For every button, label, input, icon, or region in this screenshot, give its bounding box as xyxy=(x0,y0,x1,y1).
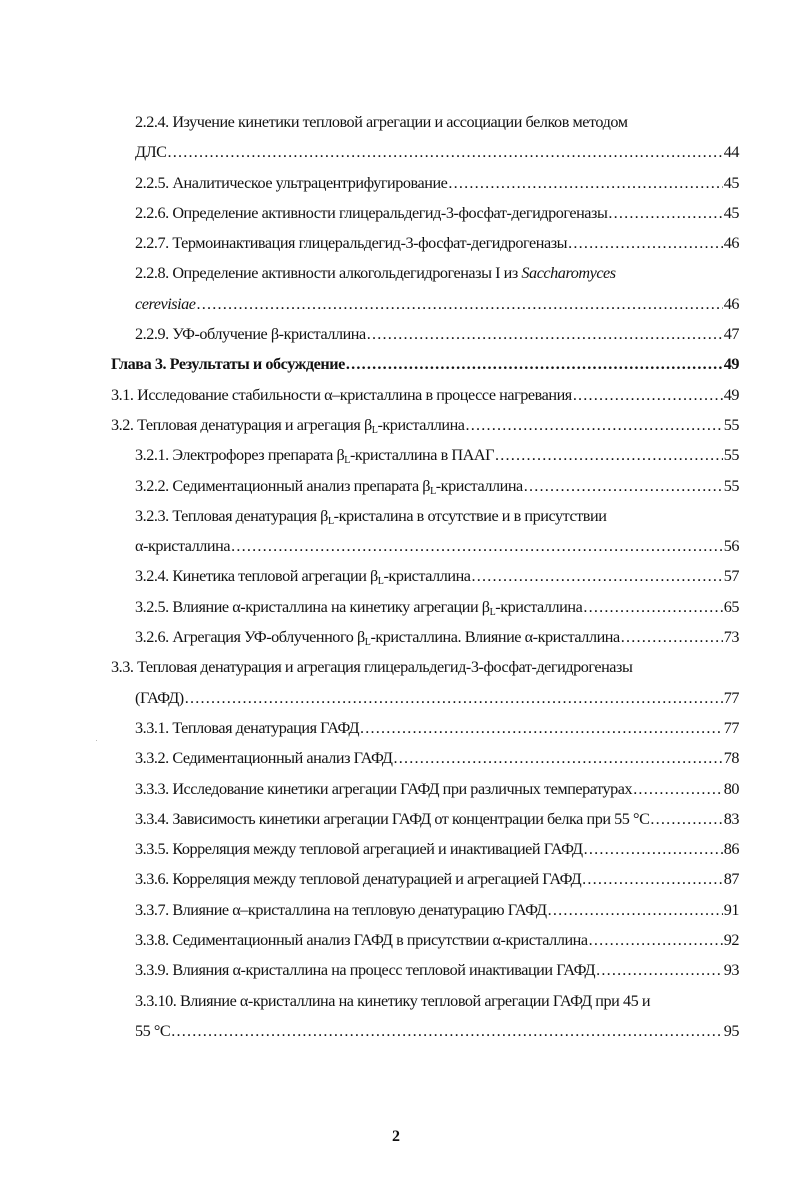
toc-entry-2-2-8: cerevisiae ..... 46 xyxy=(111,289,739,319)
page-number: 44 xyxy=(723,143,739,162)
leader-dots xyxy=(621,622,723,652)
toc-entry-3-3: (ГАФД) ..... 77 xyxy=(111,683,739,713)
toc-entry-3-3-6: 3.3.6. Корреляция между тепловой денатурацией и агрегацией ГАФД ..... 87 xyxy=(111,864,739,894)
leader-dots xyxy=(573,380,723,410)
leader-dots xyxy=(394,743,723,773)
page-number: 80 xyxy=(723,779,739,798)
leader-dots xyxy=(568,228,723,258)
page-number: 45 xyxy=(723,203,739,222)
page-number: 65 xyxy=(723,597,739,616)
toc-entry-3-3-4: 3.3.4. Зависимость кинетики агрегации ГАФД от концентрации белка при 55 °С ..... 83 xyxy=(111,804,739,834)
toc-entry-2-2-9: 2.2.9. УФ-облучение β-кристаллина ..... 47 xyxy=(111,319,739,349)
toc-entry-3-2-3-title: 3.2.3. Тепловая денатурация $\beta_L$-кристалина в отсутствие и в присутствии xyxy=(135,506,607,527)
toc-entry-2-2-7: 2.2.7. Термоинактивация глицеральдегид-3-фосфат-дегидрогеназы ..... 46 xyxy=(111,228,739,258)
toc-entry-3-3-9: 3.3.9. Влияния α-кристаллина на процесс тепловой инактивации ГАФД ..... 93 xyxy=(111,955,739,985)
toc-entry-3-3-3: 3.3.3. Исследование кинетики агрегации ГАФД при различных температурах ..... 80 xyxy=(111,774,739,804)
toc-entry-3-3-8: 3.3.8. Седиментационный анализ ГАФД в присутствии α-кристаллина ..... 92 xyxy=(111,925,739,955)
page-number: 92 xyxy=(723,931,739,950)
leader-dots xyxy=(448,168,722,198)
leader-dots xyxy=(589,925,723,955)
leader-dots xyxy=(231,531,723,561)
leader-dots xyxy=(197,289,723,319)
leader-dots xyxy=(524,471,723,501)
table-of-contents xyxy=(111,107,739,1046)
leader-dots xyxy=(472,561,723,591)
toc-entry-3-2-4: 3.2.4. Кинетика тепловой агрегации $\beta_L$-кристаллина ..... 57 xyxy=(111,561,739,591)
toc-entry-3-2-2: 3.2.2. Седиментационный анализ препарата $\beta_L$-кристаллина ..... 55 xyxy=(111,471,739,501)
leader-dots xyxy=(582,864,723,894)
leader-dots xyxy=(171,1016,722,1046)
leader-dots xyxy=(495,440,723,470)
toc-entry-3-2: 3.2. Тепловая денатурация и агрегация $\beta_L$-кристаллина ..... 55 xyxy=(111,410,739,440)
leader-dots xyxy=(583,592,722,622)
toc-entry-3-2-5: 3.2.5. Влияние α-кристаллина на кинетику агрегации $\beta_L$-кристаллина ..... 65 xyxy=(111,592,739,622)
page-number-footer: 2 xyxy=(392,1128,400,1145)
leader-dots xyxy=(360,713,723,743)
leader-dots xyxy=(167,137,722,167)
toc-entry-3-2-3: α-кристаллина ..... 56 xyxy=(111,531,739,561)
scan-speck xyxy=(96,740,97,741)
leader-dots xyxy=(367,319,723,349)
page-number: 46 xyxy=(723,294,739,313)
page-number: 91 xyxy=(723,900,739,919)
toc-entry-3-3-10-title: 3.3.10. Влияние α-кристаллина на кинетику тепловой агрегации ГАФД при 45 и xyxy=(135,991,651,1010)
leader-dots xyxy=(633,774,723,804)
leader-dots xyxy=(596,955,723,985)
page-number: 77 xyxy=(723,718,739,737)
page-number: 46 xyxy=(723,234,739,253)
toc-entry-2-2-8-title: 2.2.8. Определение активности алкогольдегидрогеназы I из Saccharomyces xyxy=(135,264,616,283)
leader-dots xyxy=(584,834,723,864)
page-number: 57 xyxy=(723,567,739,586)
toc-entry-3-3-1: 3.3.1. Тепловая денатурация ГАФД ..... 77 xyxy=(111,713,739,743)
page-number: 49 xyxy=(723,385,739,404)
page-number: 86 xyxy=(723,840,739,859)
page-number: 55 xyxy=(723,446,739,465)
toc-entry-2-2-4-title: 2.2.4. Изучение кинетики тепловой агрегации и ассоциации белков методом xyxy=(135,113,628,131)
page-number: 45 xyxy=(723,173,739,192)
toc-entry-3-3-5: 3.3.5. Корреляция между тепловой агрегацией и инактивацией ГАФД ..... 86 xyxy=(111,834,739,864)
toc-entry-2-2-6: 2.2.6. Определение активности глицеральдегид-3-фосфат-дегидрогеназы ..... 45 xyxy=(111,198,739,228)
toc-entry-3-2-6: 3.2.6. Агрегация УФ-облученного $\beta_L$-кристаллина. Влияние α-кристаллина ..... 73 xyxy=(111,622,739,652)
toc-entry-3-3-10: 55 °С ..... 95 xyxy=(111,1016,739,1046)
page-number: 78 xyxy=(723,749,739,768)
page-number: 83 xyxy=(723,809,739,828)
page-number: 49 xyxy=(723,355,739,374)
toc-entry-3-3-7: 3.3.7. Влияние α–кристаллина на тепловую денатурацию ГАФД ..... 91 xyxy=(111,895,739,925)
toc-chapter-3: Глава 3. Результаты и обсуждение ..... 49 xyxy=(111,349,739,379)
leader-dots xyxy=(650,804,722,834)
page-number: 87 xyxy=(723,870,739,889)
page-number: 77 xyxy=(723,688,739,707)
toc-entry-3-1: 3.1. Исследование стабильности α–кристаллина в процессе нагревания ..... 49 xyxy=(111,380,739,410)
toc-entry-3-2-1: 3.2.1. Электрофорез препарата $\beta_L$-кристаллина в ПААГ ..... 55 xyxy=(111,440,739,470)
leader-dots xyxy=(346,349,723,379)
toc-entry-3-3-2: 3.3.2. Седиментационный анализ ГАФД ..... 78 xyxy=(111,743,739,773)
page-number: 55 xyxy=(723,476,739,495)
leader-dots xyxy=(608,198,722,228)
toc-entry-2-2-5: 2.2.5. Аналитическое ультрацентрифугирование ..... 45 xyxy=(111,168,739,198)
toc-entry-3-3-title: 3.3. Тепловая денатурация и агрегация глицеральдегид-3-фосфат-дегидрогеназы xyxy=(111,658,633,677)
page-number: 95 xyxy=(723,1021,739,1040)
leader-dots xyxy=(466,410,723,440)
page-number: 93 xyxy=(723,961,739,980)
page-number: 55 xyxy=(723,415,739,434)
leader-dots xyxy=(548,895,723,925)
page-number: 73 xyxy=(723,628,739,647)
toc-entry-2-2-4: ДЛС ..... 44 xyxy=(111,137,739,167)
leader-dots xyxy=(185,683,723,713)
page-number: 47 xyxy=(723,325,739,344)
page-number: 56 xyxy=(723,537,739,556)
